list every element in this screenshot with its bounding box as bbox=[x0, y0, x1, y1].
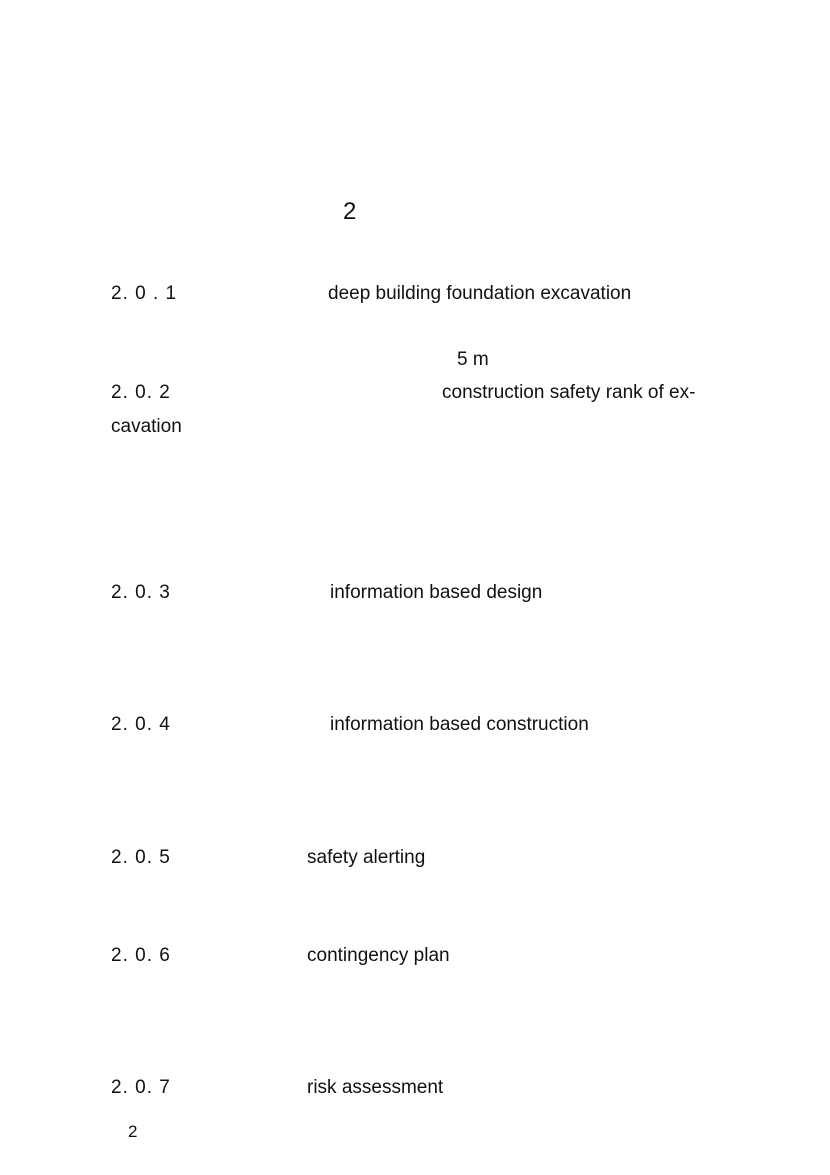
clause-2-0-2-number: 2. 0. 2 bbox=[111, 382, 171, 403]
clause-2-0-1-term: deep building foundation excavation bbox=[328, 283, 632, 304]
chapter-heading: 2 bbox=[343, 198, 357, 225]
clause-2-0-5-number: 2. 0. 5 bbox=[111, 847, 171, 868]
clause-2-0-6-number: 2. 0. 6 bbox=[111, 945, 171, 966]
clause-2-0-4-term: information based construction bbox=[330, 714, 589, 735]
clause-2-0-5-term: safety alerting bbox=[307, 847, 426, 868]
clause-2-0-4-number: 2. 0. 4 bbox=[111, 714, 171, 735]
clause-2-0-6-term: contingency plan bbox=[307, 945, 450, 966]
clause-2-0-3-term: information based design bbox=[330, 582, 543, 603]
clause-2-0-7-number: 2. 0. 7 bbox=[111, 1077, 171, 1098]
clause-2-0-2-note: 5 m bbox=[457, 349, 489, 370]
clause-2-0-7-term: risk assessment bbox=[307, 1077, 444, 1098]
clause-2-0-2-term: construction safety rank of ex- bbox=[442, 382, 696, 403]
clause-2-0-3-number: 2. 0. 3 bbox=[111, 582, 171, 603]
clause-2-0-2-term-continued: cavation bbox=[111, 416, 182, 437]
clause-2-0-1-number: 2. 0 . 1 bbox=[111, 283, 178, 304]
page-number: 2 bbox=[128, 1122, 138, 1141]
